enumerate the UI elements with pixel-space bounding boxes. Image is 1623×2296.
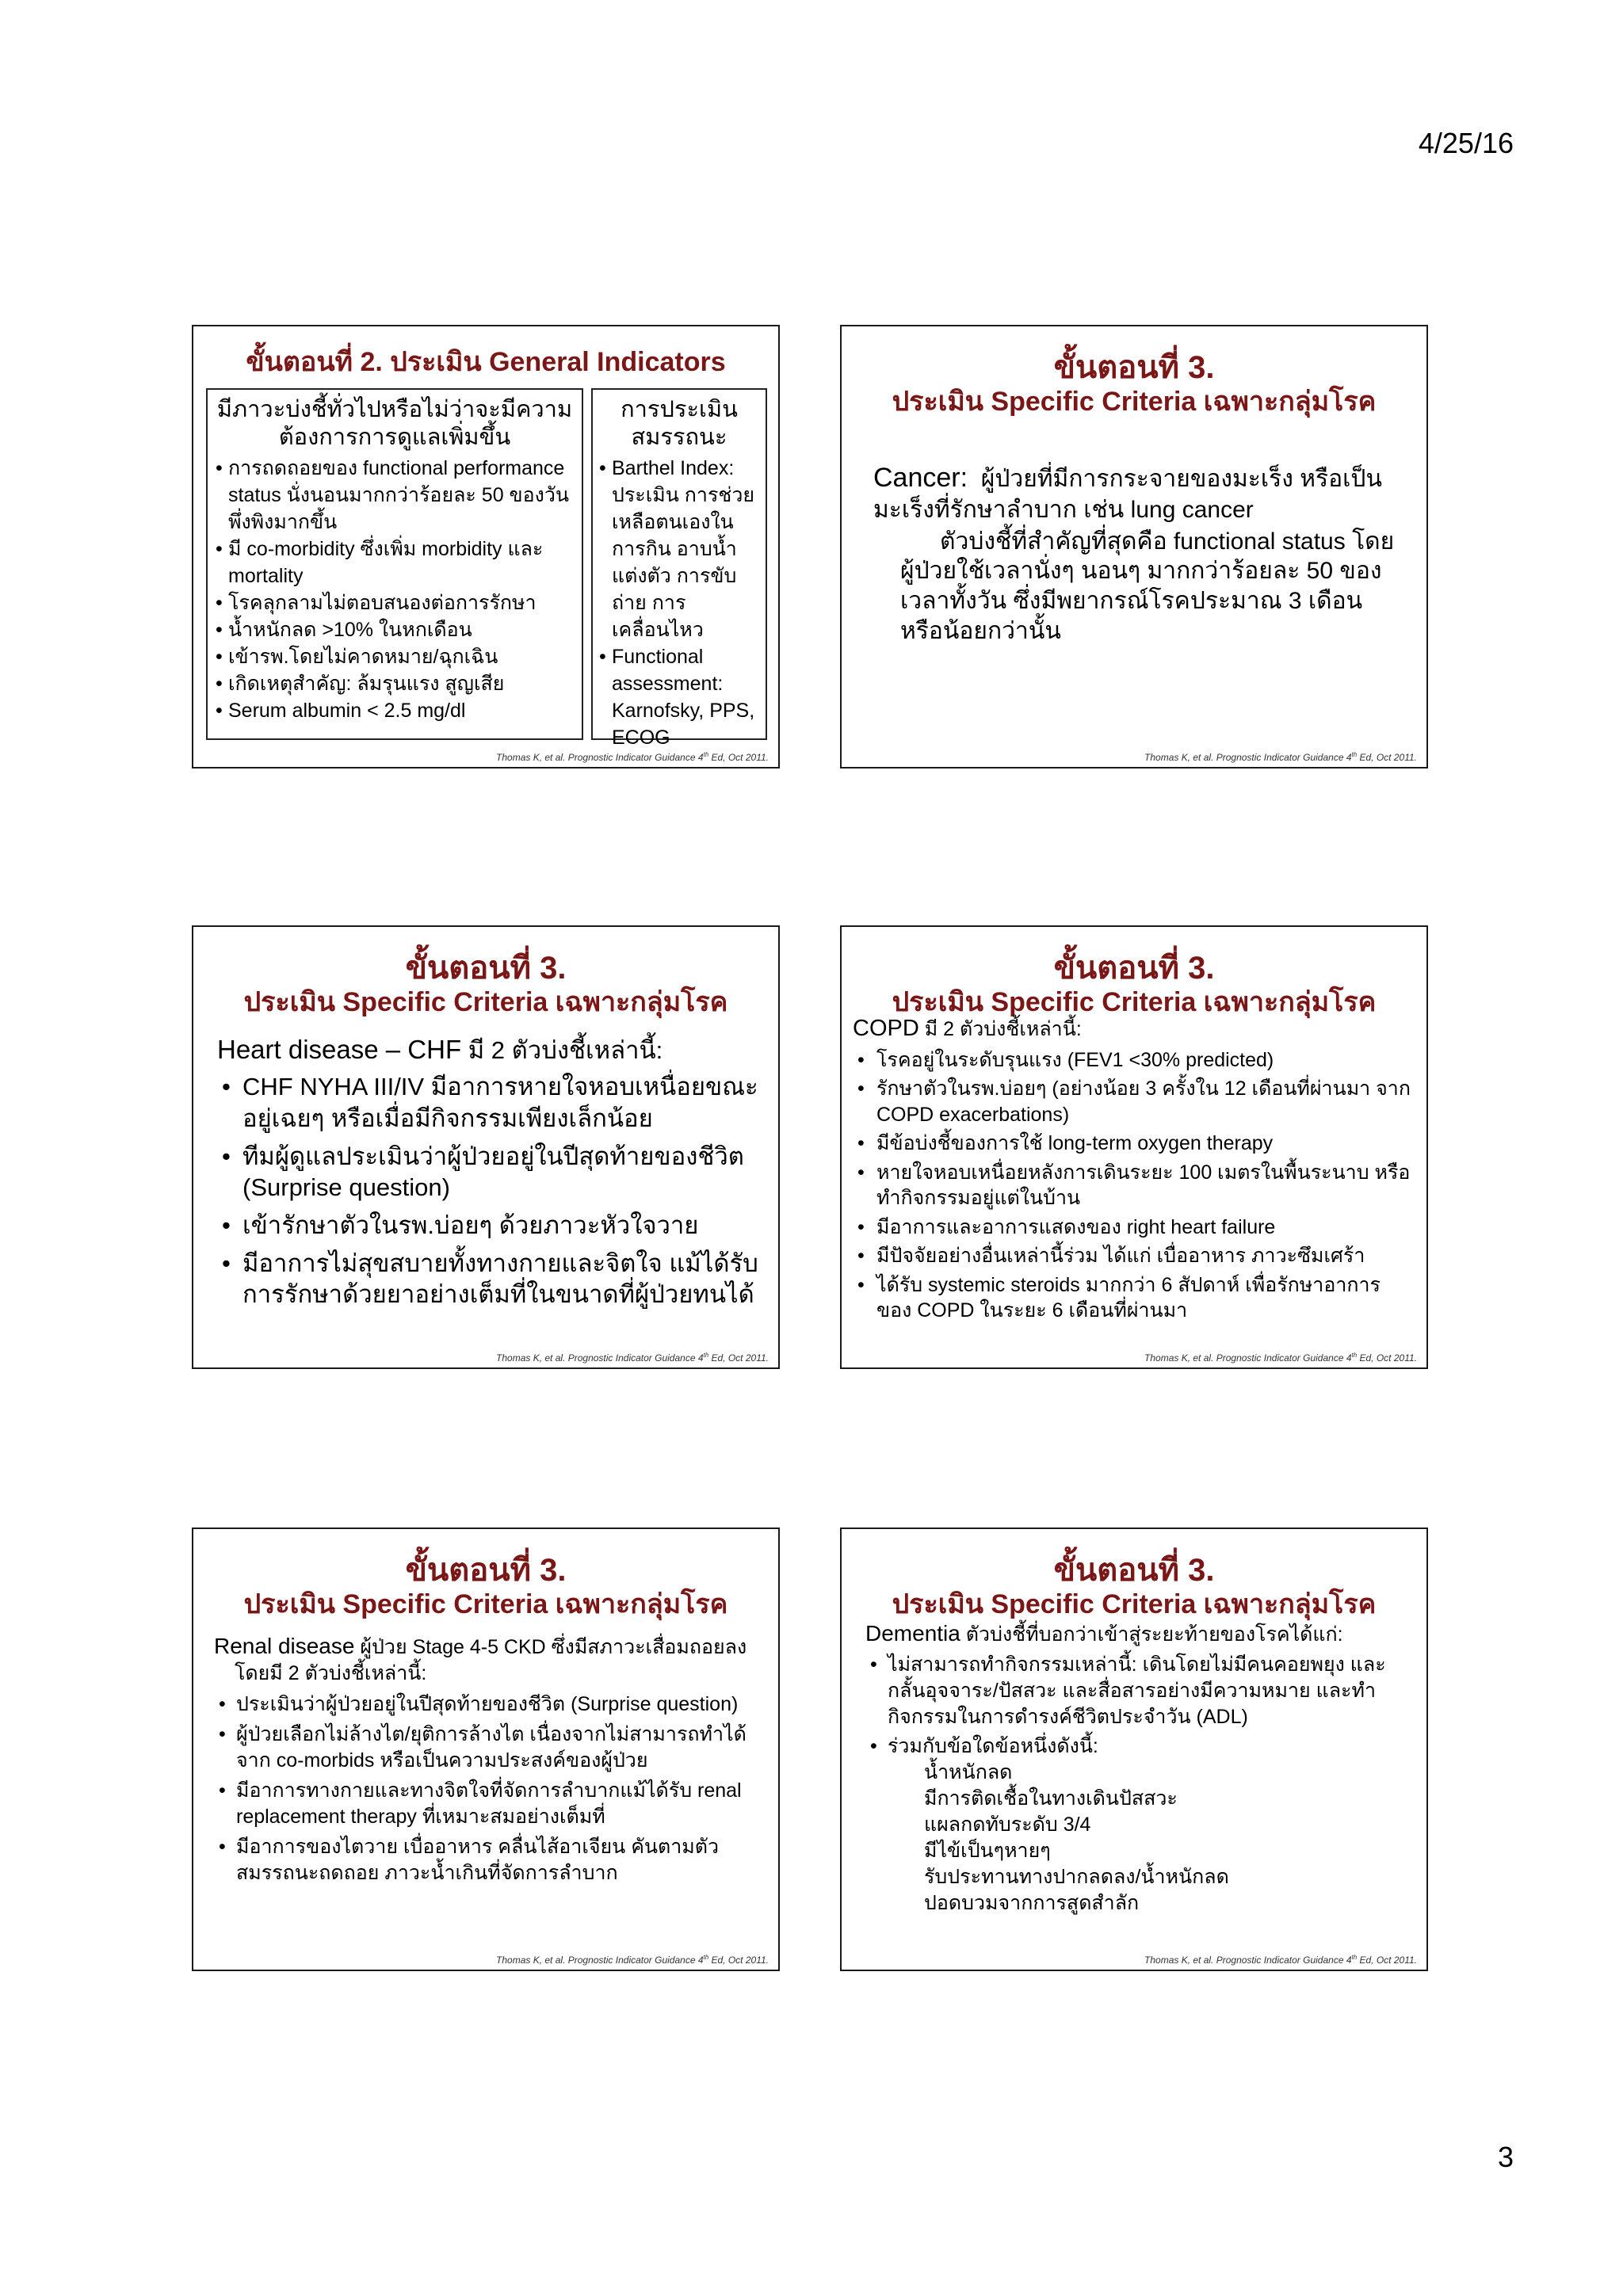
copd-text: [853, 1014, 1415, 1324]
sub-item: แผลกดทับระดับ 3/4: [924, 1813, 1091, 1836]
criteria-list: [865, 1652, 1417, 1760]
slide-subtitle: ประเมิน Specific Criteria เฉพาะกลุ่มโรค: [243, 987, 728, 1017]
list-item: • ผู้ป่วยเลือกไม่ล้างไต/ยุติการล้างไต เนื่องจากไม่สามารถทำได้จาก co-morbids หรือเป็นความประสงค์ของผู้ป่วย: [214, 1722, 769, 1773]
list-item: • โรคอยู่ในระดับรุนแรง (FEV1 <30% predicted): [853, 1047, 1415, 1074]
list-item: • หายใจหอบเหนื่อยหลังการเดินระยะ 100 เมตรในพื้นระนาบ หรือทำกิจกรรมอยู่แต่ในบ้าน: [853, 1160, 1415, 1211]
assessment-list: [599, 455, 759, 751]
indicator-list: [216, 455, 574, 724]
sub-criteria-list: [865, 1760, 1417, 1917]
list-item: • Functional assessment: Karnofsky, PPS, ECOG: [599, 643, 759, 751]
list-item: • มีอาการของไตวาย เบื่ออาหาร คลื่นไส้อาเจียน คันตามตัว สมรรถนะถดถอย ภาวะน้ำเกินที่จัดการลำบาก: [214, 1834, 769, 1886]
header-date: 4/25/16: [1418, 127, 1514, 159]
sub-item: น้ำหนักลด: [924, 1760, 1013, 1783]
heart-disease-text: [217, 1033, 761, 1310]
citation: Thomas K, et al. Prognostic Indicator Guidance 4th Ed, Oct 2011.: [1144, 1352, 1417, 1363]
list-item: • Serum albumin < 2.5 mg/dl: [216, 697, 574, 724]
list-item: • มีอาการไม่สุขสบายทั้งทางกายและจิตใจ แม้ได้รับการรักษาด้วยยาอย่างเต็มที่ในขนาดที่ผู้ป่วยทนได้: [217, 1248, 761, 1310]
list-item: • มีปัจจัยอย่างอื่นเหล่านี้ร่วม ได้แก่ เบื่ออาหาร ภาวะซึมเศร้า: [853, 1243, 1415, 1269]
criteria-list: [214, 1691, 769, 1886]
lead-text: ตัวบ่งชี้ที่บอกว่าเข้าสู่ระยะท้ายของโรคได้แก่:: [965, 1623, 1343, 1646]
list-item: • การถดถอยของ functional performance status นั่งนอนมากกว่าร้อยละ 50 ของวัน พึ่งพิงมากขึ้น: [216, 455, 574, 536]
lead-term: Heart disease – CHF: [217, 1035, 462, 1064]
slide-title: ขั้นตอนที่ 3.: [1053, 350, 1215, 385]
citation: Thomas K, et al. Prognostic Indicator Guidance 4th Ed, Oct 2011.: [496, 1352, 769, 1363]
sub-item: ปอดบวมจากการสูดสำลัก: [924, 1891, 1140, 1914]
list-item: • ได้รับ systemic steroids มากกว่า 6 สัปดาห์ เพื่อรักษาอาการของ COPD ในระยะ 6 เดือนที่ผ่านมา: [853, 1272, 1415, 1324]
slide-title: ขั้นตอนที่ 3.: [405, 1553, 567, 1588]
list-item: • มีอาการทางกายและทางจิตใจที่จัดการลำบากแม้ได้รับ renal replacement therapy ที่เหมาะสมอย่างเต็มที่: [214, 1778, 769, 1829]
slide-title: ขั้นตอนที่ 3.: [405, 951, 567, 986]
slide-copd: [840, 925, 1428, 1369]
citation: Thomas K, et al. Prognostic Indicator Guidance 4th Ed, Oct 2011.: [496, 751, 769, 763]
lead-text: มี 2 ตัวบ่งชี้เหล่านี้:: [468, 1036, 663, 1064]
citation: Thomas K, et al. Prognostic Indicator Guidance 4th Ed, Oct 2011.: [1144, 1954, 1417, 1966]
sub-item: มีการติดเชื้อในทางเดินปัสสวะ: [924, 1787, 1178, 1810]
criteria-list: [853, 1047, 1415, 1324]
list-item: • รักษาตัวในรพ.บ่อยๆ (อย่างน้อย 3 ครั้งใน 12 เดือนที่ผ่านมา จาก COPD exacerbations): [853, 1076, 1415, 1127]
slide-subtitle: ประเมิน Specific Criteria เฉพาะกลุ่มโรค: [892, 1589, 1377, 1619]
slide-subtitle: ประเมิน Specific Criteria เฉพาะกลุ่มโรค: [892, 987, 1377, 1017]
sub-item: มีไข้เป็นๆหายๆ: [924, 1839, 1051, 1862]
lead-term: COPD: [853, 1016, 919, 1041]
list-item: • เกิดเหตุสำคัญ: ล้มรุนแรง สูญเสีย: [216, 670, 574, 697]
list-item: • เข้ารักษาตัวในรพ.บ่อยๆ ด้วยภาวะหัวใจวาย: [217, 1210, 761, 1241]
list-item: • ประเมินว่าผู้ป่วยอยู่ในปีสุดท้ายของชีวิต (Surprise question): [214, 1691, 769, 1718]
lead-text: ผู้ป่วยที่มีการกระจายของมะเร็ง หรือเป็นมะเร็งที่รักษาลำบาก เช่น lung cancer: [873, 466, 1382, 523]
list-item: • มี co-morbidity ซึ่งเพิ่ม morbidity และ mortality: [216, 536, 574, 589]
slide-subtitle: ประเมิน Specific Criteria เฉพาะกลุ่มโรค: [892, 387, 1377, 417]
slide-title: ขั้นตอนที่ 3.: [1053, 951, 1215, 986]
list-item: • มีอาการและอาการแสดงของ right heart failure: [853, 1215, 1415, 1241]
slide-subtitle: ประเมิน Specific Criteria เฉพาะกลุ่มโรค: [243, 1589, 728, 1619]
list-item: • โรคลุกลามไม่ตอบสนองต่อการรักษา: [216, 589, 574, 616]
list-item: • มีข้อบ่งชี้ของการใช้ long-term oxygen therapy: [853, 1131, 1415, 1157]
lead-term: Dementia: [865, 1621, 960, 1646]
slide-dementia: [840, 1527, 1428, 1971]
general-indicators-box: [206, 388, 583, 740]
box-heading: มีภาวะบ่งชี้ทั่วไปหรือไม่ว่าจะมีความต้องการการดูแลเพิ่มขึ้น: [216, 397, 573, 450]
list-item: • เข้ารพ.โดยไม่คาดหมาย/ฉุกเฉิน: [216, 643, 574, 670]
list-item: • น้ำหนักลด >10% ในหกเดือน: [216, 616, 574, 643]
citation: Thomas K, et al. Prognostic Indicator Guidance 4th Ed, Oct 2011.: [1144, 751, 1417, 763]
lead-text: มี 2 ตัวบ่งชี้เหล่านี้:: [924, 1018, 1082, 1040]
sub-item: รับประทานทางปากลดลง/น้ำหนักลด: [924, 1865, 1229, 1888]
list-item: • CHF NYHA III/IV มีอาการหายใจหอบเหนื่อยขณะอยู่เฉยๆ หรือเมื่อมีกิจกรรมเพียงเล็กน้อย: [217, 1071, 761, 1134]
functional-assessment-box: [591, 388, 767, 749]
lead-term: Cancer:: [873, 463, 968, 493]
slide-title: ขั้นตอนที่ 2. ประเมิน General Indicators: [246, 347, 726, 377]
box-heading: การประเมินสมรรถนะ: [621, 397, 738, 450]
list-item: • ทีมผู้ดูแลประเมินว่าผู้ป่วยอยู่ในปีสุดท้ายของชีวิต (Surprise question): [217, 1141, 761, 1203]
slide-cancer: [840, 325, 1428, 769]
body-text: ตัวบ่งชี้ที่สำคัญที่สุดคือ functional status โดยผู้ป่วยใช้เวลานั่งๆ นอนๆ มากกว่าร้อยละ 50 ของเวลาทั้งวัน ซึ่งมีพยากรณ์โรคประมาณ 3 เดือนหรือน้อยกว่านั้น: [900, 528, 1395, 645]
slide-title: ขั้นตอนที่ 3.: [1053, 1553, 1215, 1588]
list-item: • ร่วมกับข้อใดข้อหนึ่งดังนี้:: [865, 1733, 1417, 1760]
page-number: 3: [1497, 2141, 1514, 2173]
lead-text: ผู้ป่วย Stage 4-5 CKD ซึ่งมีสภาวะเสื่อมถอยลง โดยมี 2 ตัวบ่งชี้เหล่านี้:: [235, 1636, 747, 1685]
slide-renal-disease: [192, 1527, 780, 1971]
cancer-text: [873, 461, 1396, 646]
slide-heart-disease: [192, 925, 780, 1369]
citation: Thomas K, et al. Prognostic Indicator Guidance 4th Ed, Oct 2011.: [496, 1954, 769, 1966]
lead-term: Renal disease: [214, 1634, 355, 1658]
list-item: • ไม่สามารถทำกิจกรรมเหล่านี้: เดินโดยไม่มีคนคอยพยุง และ กลั้นอุจจาระ/ปัสสวะ และสื่อสารอย่างมีความหมาย และทำกิจกรรมในการดำรงค์ชีวิตประจำวัน (ADL): [865, 1652, 1417, 1730]
dementia-text: [865, 1619, 1417, 1917]
slide-general-indicators: [192, 325, 780, 769]
renal-disease-text: [214, 1632, 769, 1886]
criteria-list: [217, 1071, 761, 1310]
list-item: • Barthel Index: ประเมิน การช่วยเหลือตนเองในการกิน อาบน้ำ แต่งตัว การขับถ่าย การเคลื่อนไหว: [599, 455, 759, 643]
